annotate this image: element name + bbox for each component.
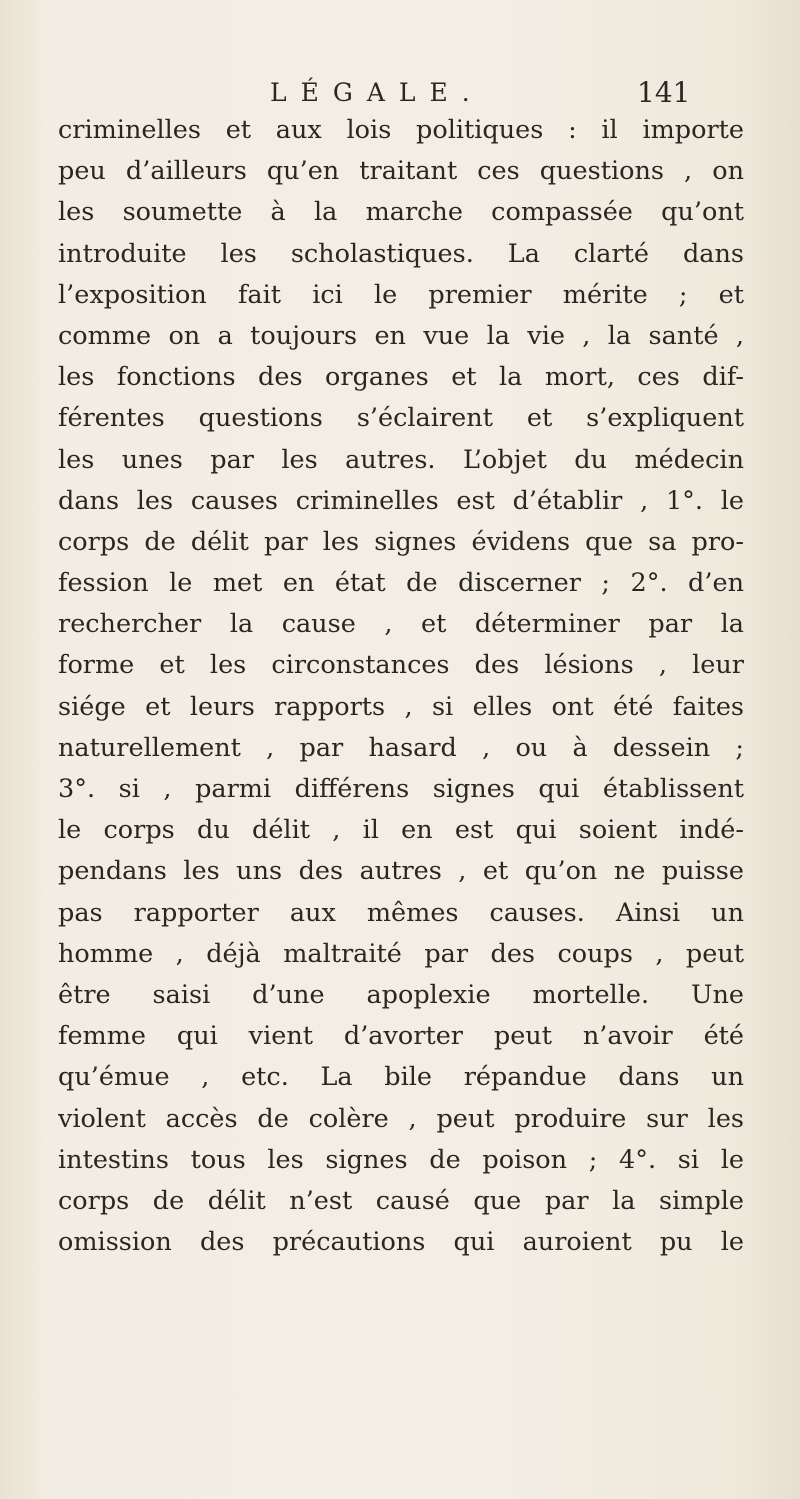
text-line: férentes questions s’éclairent et s’expliquent (58, 403, 744, 434)
text-line: dans les causes criminelles est d’établir , 1°. le (58, 485, 744, 516)
text-line: les fonctions des organes et la mort, ces dif- (58, 362, 744, 393)
text-line: corps de délit n’est causé que par la simple (58, 1185, 744, 1216)
running-head: LÉGALE. (270, 78, 484, 107)
text-line: criminelles et aux lois politiques : il importe (58, 115, 744, 145)
text-line: peu d’ailleurs qu’en traitant ces questions , on (58, 156, 744, 187)
text-line: forme et les circonstances des lésions , leur (58, 650, 744, 681)
text-line: introduite les scholastiques. La clarté dans (58, 238, 744, 269)
text-line: qu’émue , etc. La bile répandue dans un (58, 1062, 744, 1093)
text-line: siége et leurs rapports , si elles ont été faites (58, 691, 744, 722)
text-line: les soumette à la marche compassée qu’ont (58, 197, 744, 228)
text-line: les unes par les autres. L’objet du médecin (58, 444, 744, 475)
text-line: pas rapporter aux mêmes causes. Ainsi un (58, 897, 744, 928)
text-line: violent accès de colère , peut produire sur les (58, 1103, 744, 1134)
text-line: intestins tous les signes de poison ; 4°. si le (58, 1144, 744, 1175)
text-line: le corps du délit , il en est qui soient indé- (58, 815, 744, 846)
text-line: naturellement , par hasard , ou à dessein ; (58, 732, 744, 763)
text-line: pendans les uns des autres , et qu’on ne puisse (58, 856, 744, 887)
text-line: l’exposition fait ici le premier mérite ; et (58, 279, 744, 310)
text-line: 3°. si , parmi différens signes qui établissent (58, 774, 744, 804)
page-header (0, 78, 800, 114)
text-line: homme , déjà maltraité par des coups , peut (58, 938, 744, 969)
text-line: être saisi d’une apoplexie mortelle. Une (58, 979, 744, 1010)
text-line: fession le met en état de discerner ; 2°. d’en (58, 568, 744, 599)
text-line: corps de délit par les signes évidens que sa pro- (58, 526, 744, 557)
page-number: 141 (637, 76, 691, 109)
text-line: omission des précautions qui auroient pu le (58, 1227, 744, 1258)
text-line: rechercher la cause , et déterminer par la (58, 609, 744, 640)
text-line: femme qui vient d’avorter peut n’avoir été (58, 1021, 744, 1052)
text-line: comme on a toujours en vue la vie , la santé , (58, 320, 744, 351)
body-text (58, 110, 744, 1263)
